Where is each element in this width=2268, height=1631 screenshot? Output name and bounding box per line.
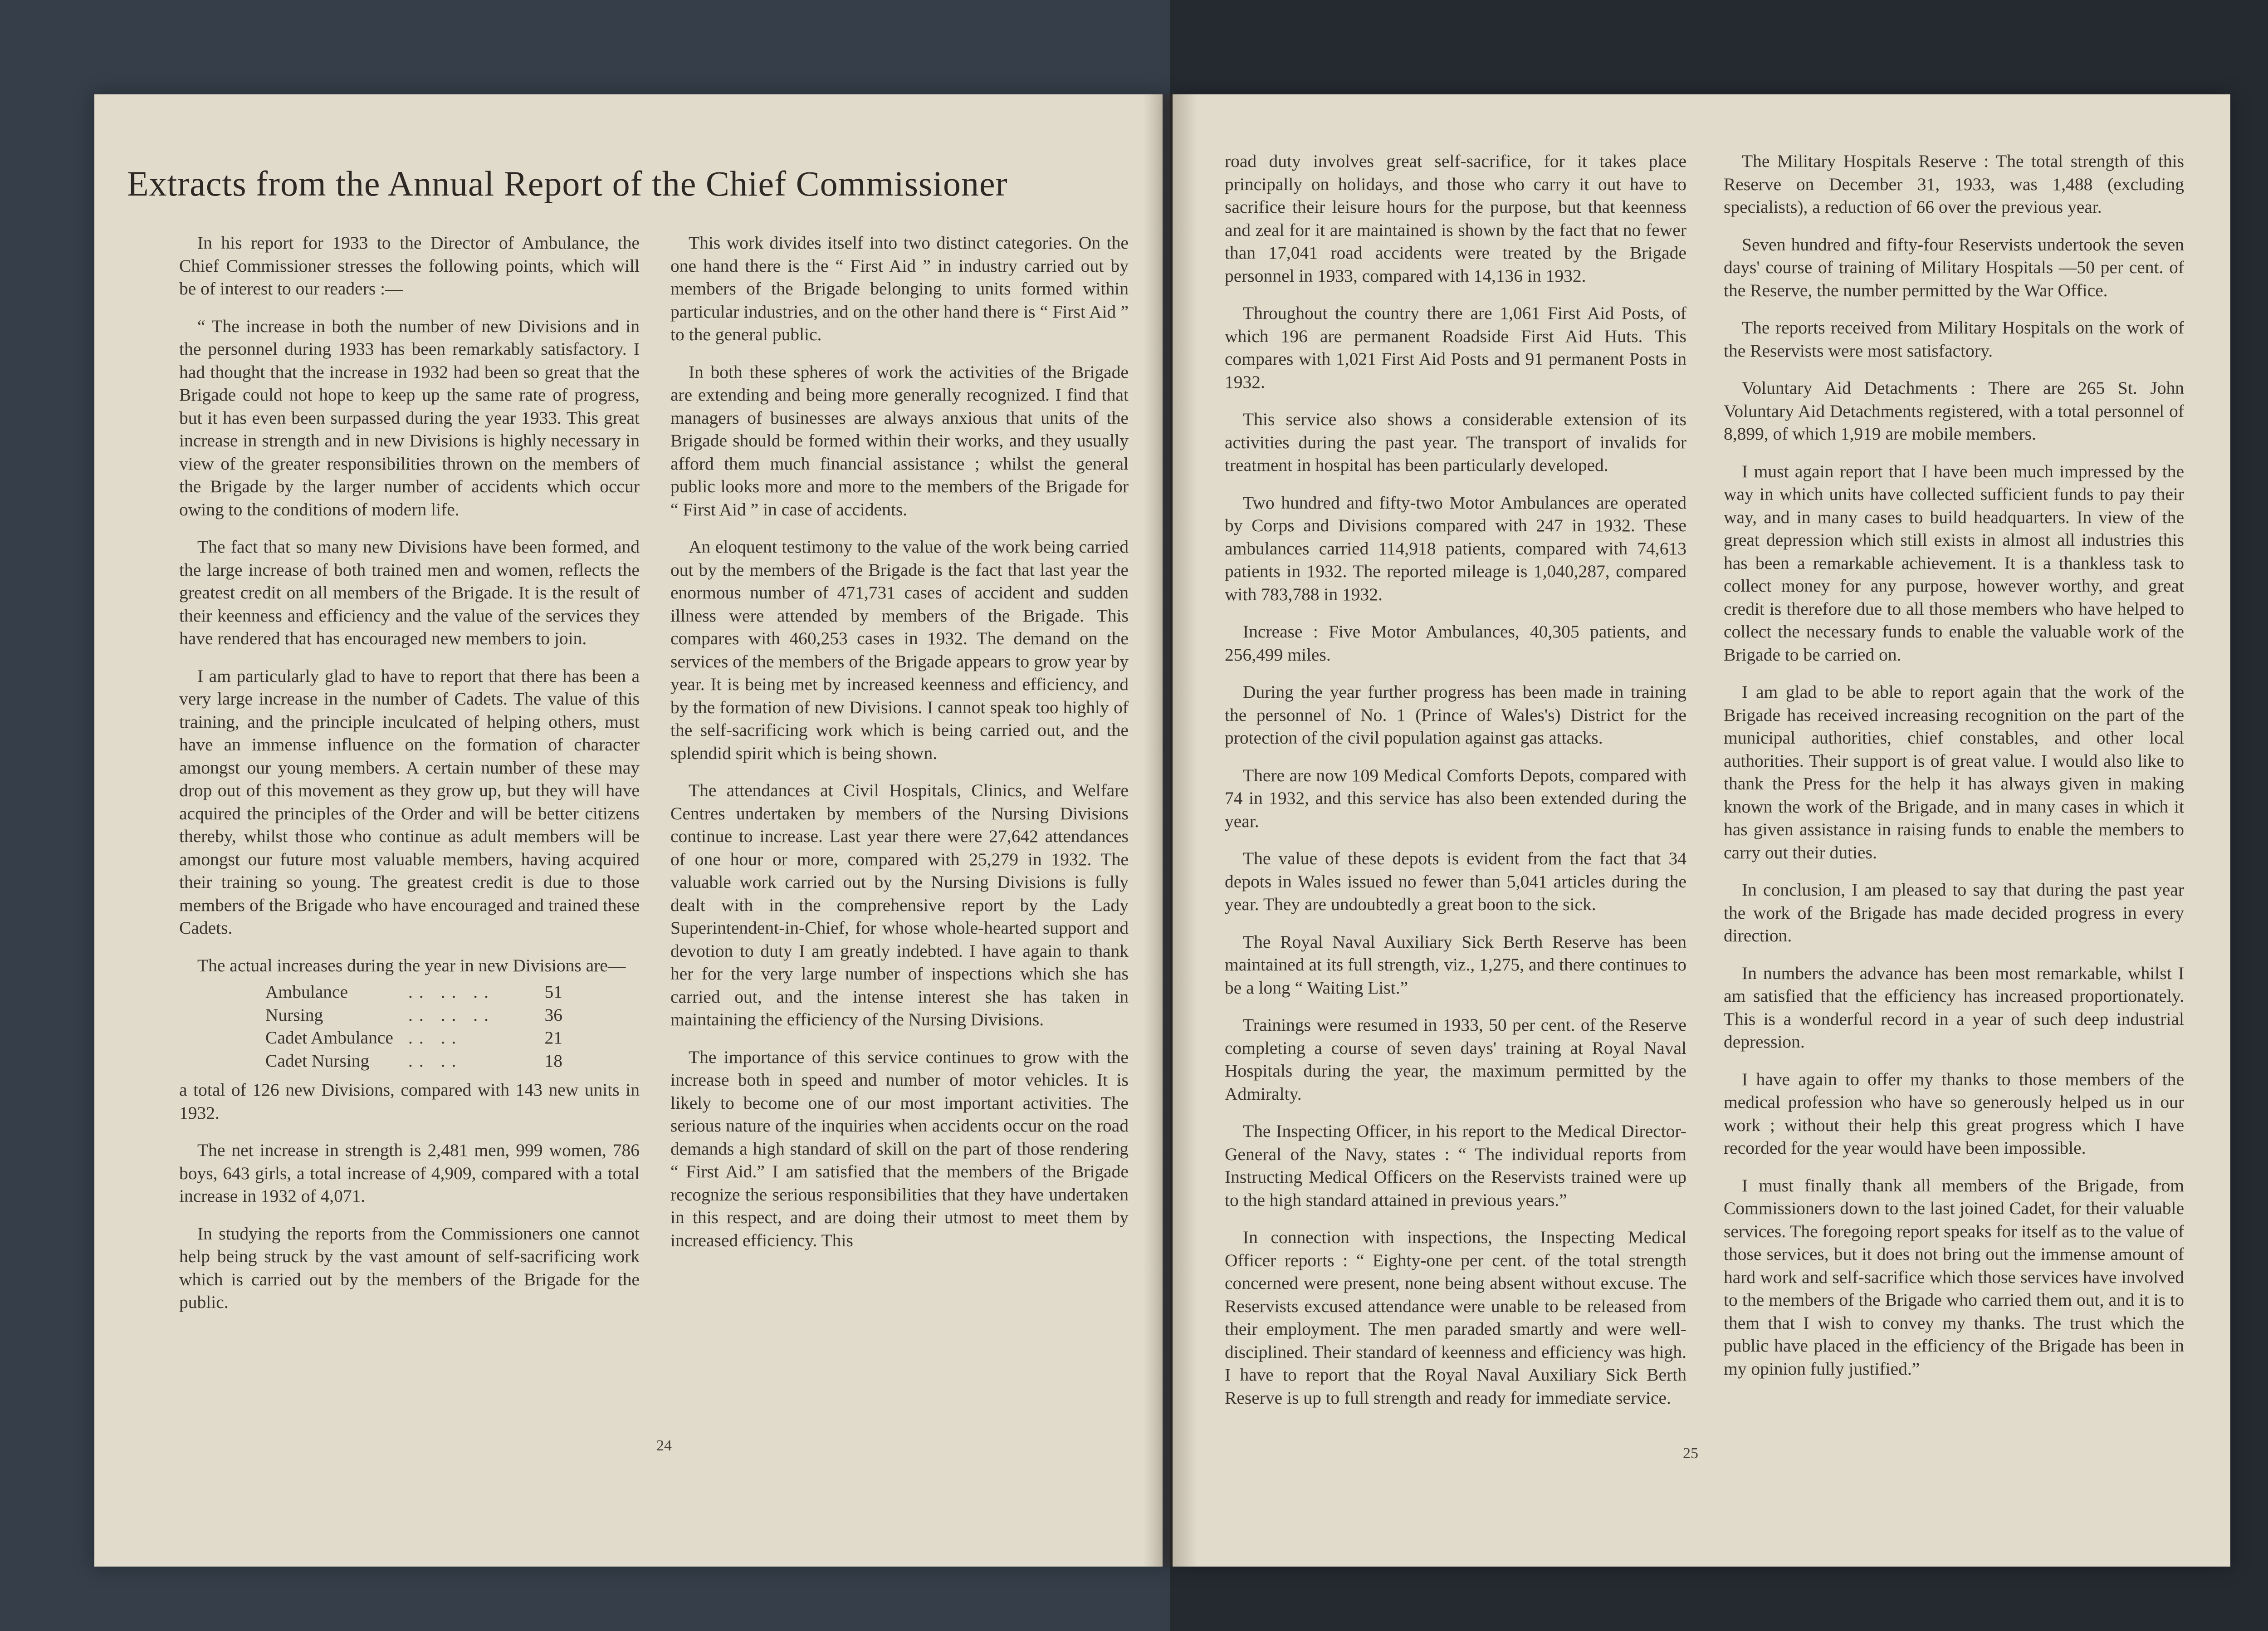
paragraph: In connection with inspections, the Inspecting Medical Officer reports : “ Eighty-one per cent. of the total strength concerned were present, none being absent without excuse. The Reservists excused attendance were unable to be released from their employment. The men paraded smartly and were well-disciplined. Their standard of keenness and efficiency was high. I have to report that the Royal Naval Auxiliary Sick Berth Reserve is up to full strength and ready for immediate service.	[1225, 1227, 1686, 1408]
leader-dots: .. .. ..	[408, 982, 495, 1002]
page-number-right: 25	[1683, 1445, 1698, 1462]
table-row	[265, 1026, 562, 1049]
division-type: Cadet Nursing	[265, 1050, 370, 1071]
left-page-column-2	[670, 231, 1129, 1266]
paragraph: The value of these depots is evident from the fact that 34 depots in Wales issued no fewer than 5,041 articles during the year. They are undoubtedly a great boon to the sick.	[1225, 848, 1686, 914]
paragraph: In conclusion, I am pleased to say that during the past year the work of the Brigade has made decided progress in every direction.	[1724, 880, 2184, 945]
table-row	[265, 1049, 562, 1073]
paragraph: In studying the reports from the Commissioners one cannot help being struck by the vast amount of self-sacrificing work which is carried out by the members of the Brigade for the public.	[179, 1223, 640, 1312]
table-row	[265, 980, 562, 1004]
paragraph: I have again to offer my thanks to those members of the medical profession who have so generously helped us in our work ; without their help this great progress which I have recorded for the year would have been impossible.	[1724, 1069, 2184, 1158]
right-page-column-1	[1225, 150, 1686, 1424]
paragraph: In his report for 1933 to the Director of Ambulance, the Chief Commissioner stresses the following points, which will be of interest to our readers :—	[179, 233, 640, 299]
paragraph: road duty involves great self-sacrifice, for it takes place principally on holidays, and those who carry it out have to sacrifice their leisure hours for the purpose, but that keenness and zeal for it are maintained is shown by the fact that no fewer than 17,041 road accidents were treated by the Brigade personnel in 1933, compared with 14,136 in 1932.	[1225, 151, 1686, 286]
division-count: 36	[544, 1004, 562, 1025]
paragraph: An eloquent testimony to the value of the work being carried out by the members of the Brigade is the fact that last year the enormous number of 471,731 cases of accident and sudden illness were attended by members of the Brigade. This compares with 460,253 cases in 1932. The demand on the services of the members of the Brigade appears to grow year by year. It is being met by increased keenness and efficiency, and by the formation of new Divisions. I cannot speak too highly of the self-sacrificing work which is being carried out, and the splendid spirit which is being shown.	[670, 537, 1129, 763]
division-type: Ambulance	[265, 982, 348, 1002]
paragraph: “ The increase in both the number of new Divisions and in the personnel during 1933 has been remarkably satisfactory. I had thought that the increase in 1932 had been so great that the Brigade could not hope to keep up the same rate of progress, but it has even been surpassed during the year 1933. This great increase in strength and in new Divisions is highly necessary in view of the greater responsibilities thrown on the members of the Brigade by the larger number of accidents which occur owing to the conditions of modern life.	[179, 316, 640, 519]
division-increase-table	[265, 980, 562, 1072]
paragraph: This service also shows a considerable extension of its activities during the past year. The transport of invalids for treatment in hospital has been particularly developed.	[1225, 409, 1686, 475]
leader-dots: .. ..	[408, 1050, 463, 1071]
paragraph: The Inspecting Officer, in his report to the Medical Director-General of the Navy, states : “ The individual reports from Instructing Medical Officers on the Reservists trained were up to the high standard attained in previous years.”	[1225, 1121, 1686, 1210]
paragraph: The actual increases during the year in new Divisions are—	[197, 955, 626, 975]
paragraph: I am glad to be able to report again that the work of the Brigade has received increasing recognition on the part of the municipal authorities, chief constables, and other local authorities. Their support is of great value. I would also like to thank the Press for the help it has always given in making known the work of the Brigade, and in many cases in which it has given assistance in raising funds to enable the members to carry out their duties.	[1724, 682, 2184, 862]
paragraph: Throughout the country there are 1,061 First Aid Posts, of which 196 are permanent Roadside First Aid Huts. This compares with 1,021 First Aid Posts and 91 permanent Posts in 1932.	[1225, 303, 1686, 392]
paragraph: The reports received from Military Hospitals on the work of the Reservists were most satisfactory.	[1724, 318, 2184, 361]
paragraph: The Royal Naval Auxiliary Sick Berth Reserve has been maintained at its full strength, viz., 1,275, and there continues to be a long “ Waiting List.”	[1225, 931, 1686, 998]
paragraph: During the year further progress has been made in training the personnel of No. 1 (Prince of Wales's) District for the protection of the civil population against gas attacks.	[1225, 682, 1686, 748]
paragraph: In numbers the advance has been most remarkable, whilst I am satisfied that the efficiency has increased proportionately. This is a wonderful record in a year of such deep industrial depression.	[1724, 963, 2184, 1052]
paragraph: I must finally thank all members of the Brigade, from Commissioners down to the last joined Cadet, for their valuable services. The foregoing report speaks for itself as to the value of those services, but it does not bring out the immense amount of hard work and self-sacrifice which those services have involved to the members of the Brigade who carried them out, and it is to them that I wish to convey my thanks. The trust which the public have placed in the efficiency of the Brigade has been in my opinion fully justified.”	[1724, 1175, 2184, 1379]
paragraph: The importance of this service continues to grow with the increase both in speed and number of motor vehicles. It is likely to become one of our most important activities. The serious nature of the inquiries when accidents occur on the road demands a high standard of skill on the part of those rendering “ First Aid.” I am satisfied that the members of the Brigade recognize the serious responsibilities that they have undertaken in this respect, and are doing their utmost to meet them by increased efficiency. This	[670, 1047, 1129, 1250]
paragraph: Two hundred and fifty-two Motor Ambulances are operated by Corps and Divisions compared with 247 in 1932. These ambulances carried 114,918 patients, compared with 74,613 patients in 1932. The reported mileage is 1,040,287, compared with 783,788 in 1932.	[1225, 492, 1686, 604]
paragraph: I must again report that I have been much impressed by the way in which units have collected sufficient funds to pay their way, and in many cases to build headquarters. In view of the great depression which still exists in almost all industries this has been a remarkable achievement. It is a thankless task to collect money for any purpose, however worthy, and great credit is therefore due to all those members who have helped to collect the necessary funds to enable the valuable work of the Brigade to be carried on.	[1724, 461, 2184, 665]
paragraph: There are now 109 Medical Comforts Depots, compared with 74 in 1932, and this service has also been extended during the year.	[1225, 765, 1686, 831]
paragraph: This work divides itself into two distinct categories. On the one hand there is the “ First Aid ” in industry carried out by members of the Brigade belonging to units formed within particular industries, and on the other hand there is “ First Aid ” to the general public.	[670, 233, 1129, 344]
leader-dots: .. ..	[408, 1028, 463, 1048]
table-row	[265, 1004, 562, 1027]
division-type: Cadet Ambulance	[265, 1028, 393, 1048]
paragraph: I am particularly glad to have to report that there has been a very large increase in the number of Cadets. The value of this training, and the principle inculcated of helping others, must have an immense influence on the formation of character amongst our young members. A certain number of these may drop out of this movement as they grow up, but they will have acquired the principles of the Order and will be better citizens thereby, whilst those who continue as adult members will be amongst our future most valuable members, having acquired their training so young. The greatest credit is due to those members of the Brigade who have encouraged and trained these Cadets.	[179, 666, 640, 938]
leader-dots: .. .. ..	[408, 1004, 495, 1025]
left-page-column-1	[179, 231, 640, 1328]
paragraph: Increase : Five Motor Ambulances, 40,305 patients, and 256,499 miles.	[1225, 622, 1686, 665]
paragraph: The attendances at Civil Hospitals, Clinics, and Welfare Centres undertaken by members of the Nursing Divisions continue to increase. Last year there were 27,642 attendances of one hour or more, compared with 25,279 in 1932. The valuable work carried out by the Nursing Divisions is fully dealt with in the comprehensive report by the Lady Superintendent-in-Chief, for whose whole-hearted support and devotion to duty I am greatly indebted. I have again to thank her for the very large number of inspections which she has carried out, and the intense interest she has taken in maintaining the efficiency of the Nursing Divisions.	[670, 780, 1129, 1029]
paragraph: a total of 126 new Divisions, compared with 143 new units in 1932.	[179, 1080, 640, 1123]
paragraph: In both these spheres of work the activities of the Brigade are extending and being more generally recognized. I find that managers of businesses are always anxious that units of the Brigade should be formed within their works, and they usually afford them much financial assistance ; whilst the general public looks more and more to the members of the Brigade for “ First Aid ” in case of accidents.	[670, 362, 1129, 519]
book-gutter	[1143, 94, 1198, 1567]
paragraph: The fact that so many new Divisions have been formed, and the large increase of both trained men and women, reflects the greatest credit on all members of the Brigade. It is the result of their keenness and efficiency and the value of the services they have rendered that has encouraged new members to join.	[179, 537, 640, 648]
paragraph: The net increase in strength is 2,481 men, 999 women, 786 boys, 643 girls, a total increase of 4,909, compared with a total increase in 1932 of 4,071.	[179, 1140, 640, 1206]
division-type: Nursing	[265, 1004, 323, 1025]
paragraph: Seven hundred and fifty-four Reservists undertook the seven days' course of training of Military Hospitals —50 per cent. of the Reserve, the number permitted by the War Office.	[1724, 234, 2184, 300]
paragraph: Trainings were resumed in 1933, 50 per cent. of the Reserve completing a course of seven days' training at Royal Naval Hospitals during the year, the maximum permitted by the Admiralty.	[1225, 1015, 1686, 1104]
article-headline: Extracts from the Annual Report of the Chief Commissioner	[127, 164, 1008, 203]
division-count: 18	[544, 1050, 562, 1071]
page-number-left: 24	[656, 1437, 672, 1454]
paragraph: Voluntary Aid Detachments : There are 265 St. John Voluntary Aid Detachments registered, with a total personnel of 8,899, of which 1,919 are mobile members.	[1724, 378, 2184, 444]
paragraph: The Military Hospitals Reserve : The total strength of this Reserve on December 31, 1933, was 1,488 (excluding specialists), a reduction of 66 over the previous year.	[1724, 151, 2184, 217]
division-count: 51	[544, 982, 562, 1002]
division-count: 21	[544, 1028, 562, 1048]
right-page-column-2	[1724, 150, 2184, 1395]
